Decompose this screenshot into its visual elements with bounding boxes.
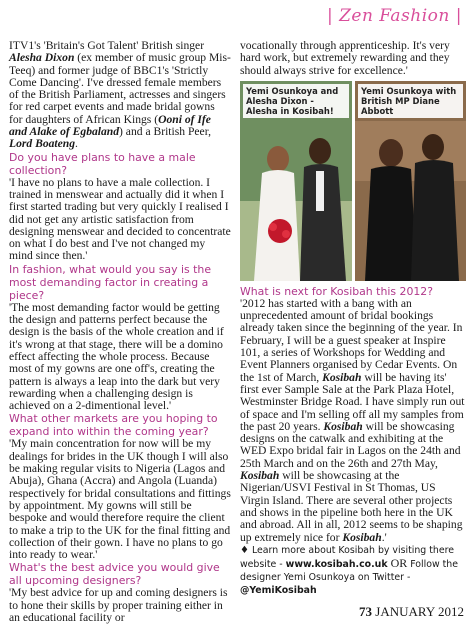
learn-more-note: ♦ Learn more about Kosibah by visiting there website - www.kosibah.co.uk OR Follow the designer Yemi Osunkoya on Twitter - @YemiKosibah — [240, 544, 459, 596]
section-header: | Zen Fashion | — [326, 6, 462, 26]
diamond-bullet-icon: ♦ — [240, 544, 249, 556]
photo-caption-alesha: Yemi Osunkoya and Alesha Dixon - Alesha in Kosibah! — [243, 84, 349, 118]
answer-next-for-kosibah: '2012 has started with a bang with an unprecedented amount of bridal bookings already taken since the beginning of the year. In February, I will be a guest speaker at Inspire 101, a series of Workshops for Wedding and Event Planners organised by Cedar Events. On the 1st of March, Kosibah will be having its' first ever Sample Sale at the Park Plaza Hotel, Westminster Bridge Road. I have simply run out of space and I'm selling off all my samples from the past 20 years. Kosibah will be showcasing designs on the catwalk and exhibiting at the WED Expo bridal fair in Lagos on the 24th and 25th March and on the 26th and 27th May, Kosibah will be showcasing at the Nigerian/USVI Festival in St Thomas, US Virgin Island. There are several other projects and shows in the pipeline both here in the UK and abroad. All in all, 2012 seems to be shaping up extremely nice for Kosibah.' — [240, 296, 465, 544]
page-number: 73 — [359, 604, 373, 619]
issue-date: JANUARY 2012 — [372, 604, 464, 619]
answer-best-advice: 'My best advice for up and coming designers is to hone their skills by proper training either in an educational facility or — [9, 586, 228, 624]
photo-diane-abbott — [355, 81, 466, 281]
photo-alesha-dixon — [240, 81, 352, 281]
page-footer — [359, 604, 464, 620]
intro-paragraph: ITV1's 'Britain's Got Talent' British singer Alesha Dixon (ex member of music group Mis-Teeq) and former judge of BBC1's 'Strictly Come Dancing'. I've dressed female members of the British Parliament, actresses and singers for red carpet events and made bridal gowns for daughters of African Kings (Ooni of Ife and Alake of Egbaland) and a British Peer, Lord Boateng. — [9, 39, 231, 151]
right-column — [240, 40, 466, 597]
answer-male-collection: 'I have no plans to have a male collection. I trained in menswear and actually did it when I first started trading but very quickly I realised I did not get any artistic satisfaction from designing menswear and decided to concentrate on what I do best and I've not changed my mind since then.' — [9, 175, 231, 263]
question-male-collection: Do you have plans to have a male collection? — [9, 150, 196, 177]
answer-demanding-factor: 'The most demanding factor would be getting the design and patterns perfect because the design is the basis of the whole creation and if it's wrong at that stage, there will be a domino effect affecting the whole process. Because most of my gowns are one off's, creating the pattern is always a leap into the dark but very rewarding when a challenging design is achieved on a 2-dimentional level.' — [9, 300, 224, 413]
website-link[interactable]: www.kosibah.co.uk — [285, 558, 388, 570]
answer-best-advice-cont: vocationally through apprenticeship. It's very hard work, but extremely rewarding and they should always strive for excellence.' — [240, 39, 450, 77]
left-column — [9, 40, 231, 624]
question-demanding-factor: In fashion, what would you say is the most demanding factor in creating a piece? — [9, 262, 212, 302]
question-other-markets: What other markets are you hoping to expand into within the coming year? — [9, 412, 218, 439]
photo-caption-abbott: Yemi Osunkoya with British MP Diane Abbott — [358, 84, 463, 118]
question-best-advice: What's the best advice you would give all upcoming designers? — [9, 561, 220, 588]
photo-row — [240, 81, 466, 281]
answer-other-markets: 'My main concentration for now will be my dealings for brides in the UK though I will also be making regular visits to Nigeria (Lagos and Abuja), Ghana (Accra) and Angola (Luanda) respectively for bridal consultations and fittings by appointment. My gowns will still be bespoke and would therefore require the client to make a trip to the UK for the final fitting and collection of their gown. I have no plans to go into ready to wear.' — [9, 437, 231, 562]
question-next-for-kosibah: What is next for Kosibah this 2012? — [240, 284, 434, 298]
twitter-handle-link[interactable]: @YemiKosibah — [240, 584, 317, 596]
